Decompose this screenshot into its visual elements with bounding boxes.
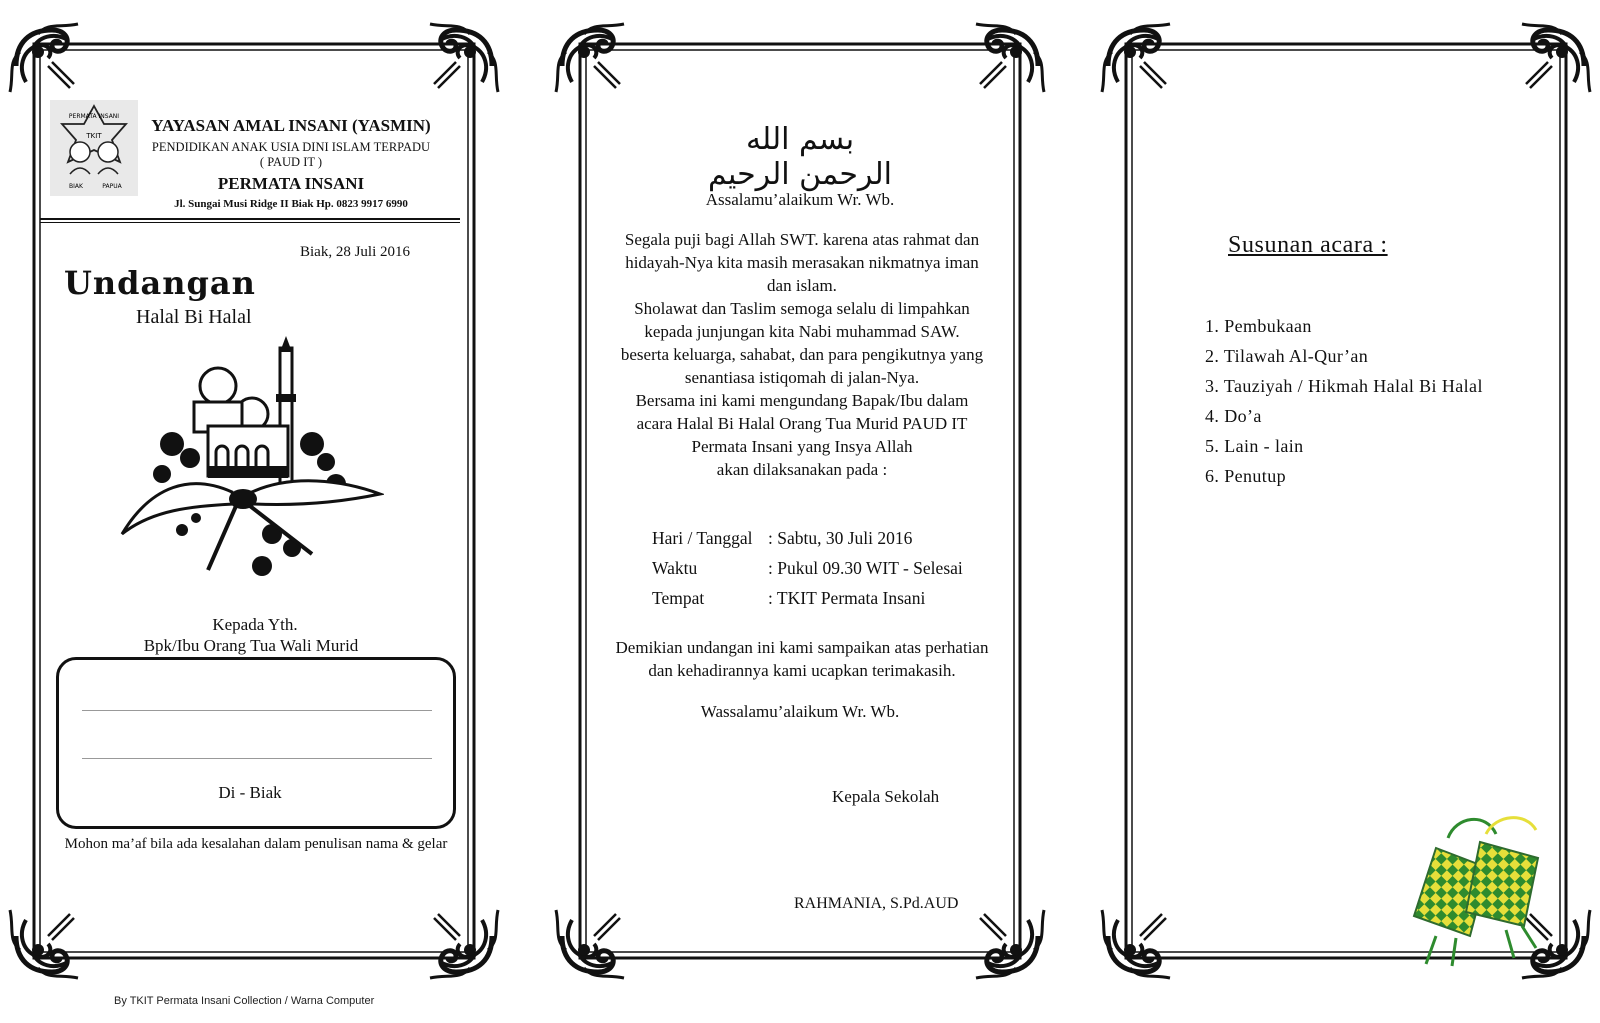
detail-value: : TKIT Permata Insani [768,588,926,608]
detail-time [652,558,963,579]
detail-value: : Sabtu, 30 Juli 2016 [768,528,913,548]
body-line: dan islam. [767,276,837,295]
logo-top-text: PERMATA INSANI [68,113,120,120]
org-sub-line-2: ( PAUD IT ) [259,155,323,169]
name-line-2[interactable] [82,758,432,759]
invitation-subtitle: Halal Bi Halal [136,306,252,328]
org-sub [138,140,444,170]
agenda-item: 3. Tauziyah / Hikmah Halal Bi Halal [1205,376,1483,396]
agenda-item: 1. Pembukaan [1205,316,1312,336]
agenda-heading: Susunan acara : [1228,232,1388,258]
logo-mid-text: TKIT [86,132,102,140]
signer-name: RAHMANIA, S.Pd.AUD [794,895,959,912]
letter-body [574,228,1030,481]
org-sub-line-1: PENDIDIKAN ANAK USIA DINI ISLAM TERPADU [151,140,431,154]
detail-label: Hari / Tanggal [652,528,753,548]
header-divider-thin [40,222,460,223]
credit-text: By TKIT Permata Insani Collection / Warna Computer [114,995,375,1007]
basmala: بسم الله الرحمن الرحيم [708,122,892,192]
body-line: kepada junjungan kita Nabi muhammad SAW. [644,322,960,341]
detail-value: : Pukul 09.30 WIT - Selesai [768,558,963,578]
closing-line-1: Demikian undangan ini kami sampaikan atas perhatian [615,638,989,657]
detail-date [652,528,912,549]
body-line: akan dilaksanakan pada : [716,460,888,479]
detail-label: Waktu [652,558,698,578]
org-address: Jl. Sungai Musi Ridge II Biak Hp. 0823 9917 6990 [174,198,408,210]
agenda-item: 4. Do’a [1205,406,1262,426]
body-line: Sholawat dan Taslim semoga selalu di limpahkan [634,299,970,318]
closing-text [574,636,1030,682]
body-line: hidayah-Nya kita masih merasakan nikmatnya iman [625,253,979,272]
invitation-title: Undangan [64,264,256,302]
logo-bottom-left: BIAK [69,183,83,190]
signer-title: Kepala Sekolah [832,787,940,806]
recipient-label: Bpk/Ibu Orang Tua Wali Murid [124,636,378,656]
body-line: Segala puji bagi Allah SWT. karena atas rahmat dan [624,230,980,249]
school-header [46,96,448,214]
logo-bottom-right: PAPUA [102,183,122,190]
org-name: YAYASAN AMAL INSANI (YASMIN) [151,116,431,135]
apology-note: Mohon ma’af bila ada kesalahan dalam penulisan nama & gelar [64,836,448,852]
closing-line-2: dan kehadirannya kami ucapkan terimakasih. [648,661,956,680]
location-label: Di - Biak [218,783,282,802]
greeting: Assalamu’alaikum Wr. Wb. [705,190,895,209]
detail-label: Tempat [652,588,705,608]
ketupat-illustration [1396,808,1556,968]
agenda-item: 5. Lain - lain [1205,436,1304,456]
org-school: PERMATA INSANI [217,174,365,193]
letter-date: Biak, 28 Juli 2016 [300,244,411,260]
header-divider [40,218,460,220]
body-line: acara Halal Bi Halal Orang Tua Murid PAUD IT [636,414,968,433]
body-line: senantiasa istiqomah di jalan-Nya. [684,368,920,387]
mosque-illustration [112,334,384,582]
body-line: Bersama ini kami mengundang Bapak/Ibu dalam [635,391,969,410]
body-line: beserta keluarga, sahabat, dan para pengikutnya yang [620,345,984,364]
agenda-item: 2. Tilawah Al-Qur’an [1205,346,1369,366]
agenda-item: 6. Penutup [1205,466,1287,486]
school-logo [50,100,138,196]
body-line: Permata Insani yang Insya Allah [691,437,913,456]
to-label: Kepada Yth. [212,615,298,634]
detail-place [652,588,925,609]
address-box [56,657,456,829]
name-line-1[interactable] [82,710,432,711]
farewell: Wassalamu’alaikum Wr. Wb. [700,702,900,721]
